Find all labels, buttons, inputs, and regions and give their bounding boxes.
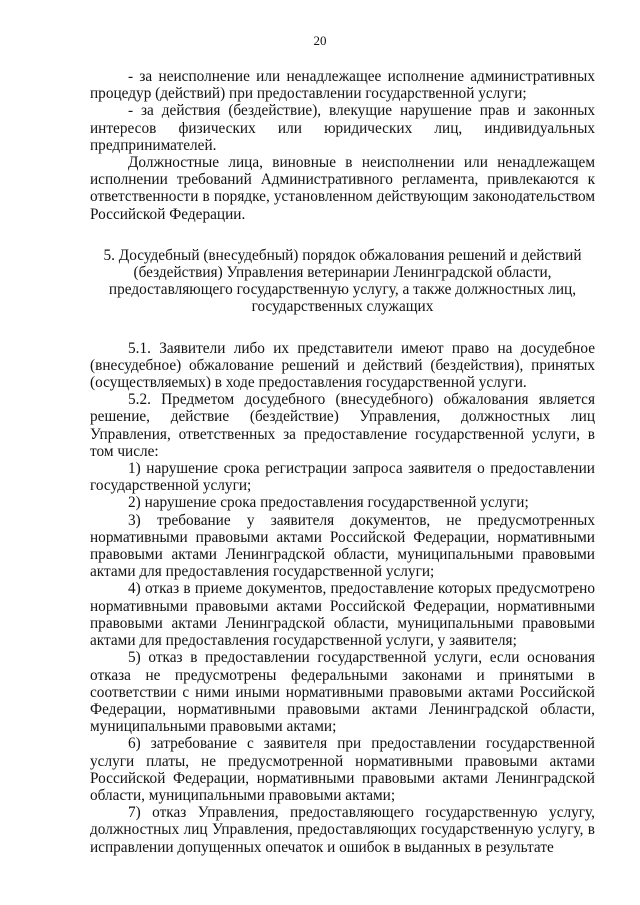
document-body — [90, 68, 595, 856]
paragraph-liability-rights: - за действия (бездействие), влекущие нарушение прав и законных интересов физических или юридических лиц, индивидуальных предпринимателей. — [90, 102, 595, 154]
section-heading-line: предоставляющего государственную услугу, а также должностных лиц, — [108, 281, 577, 299]
list-item-5: 5) отказ в предоставлении государственной услуги, если основания отказа не предусмотрены федеральными законами и принятыми в соответствии с ними иными нормативными правовыми актами Российской Федерации, нормативными правовыми актами Ленинградской области, муниципальными правовыми актами; — [90, 649, 595, 736]
list-item-1: 1) нарушение срока регистрации запроса заявителя о предоставлении государственной услуги; — [90, 460, 595, 495]
list-item-7: 7) отказ Управления, предоставляющего государственную услугу, должностных лиц Управления, предоставляющих государственную услугу, в исправлении допущенных опечаток и ошибок в выданных в результате — [90, 804, 595, 856]
paragraph-officials-liability: Должностные лица, виновные в неисполнении или ненадлежащем исполнении требований Административного регламента, привлекаются к ответственности в порядке, установленном действующим законодательством Российской Федерации. — [90, 154, 595, 223]
paragraph-liability-procedures: - за неисполнение или ненадлежащее исполнение административных процедур (действий) при предоставлении государственной услуги; — [90, 68, 595, 103]
paragraph-5-2: 5.2. Предметом досудебного (внесудебного) обжалования является решение, действие (бездействие) Управления, должностных лиц Управления, ответственных за предоставление государственной услуги, в том числе: — [90, 391, 595, 460]
paragraph-5-1: 5.1. Заявители либо их представители имеют право на досудебное (внесудебное) обжалование решений и действий (бездействия), принятых (осуществляемых) в ходе предоставления государственной услуги. — [90, 339, 595, 392]
list-item-3: 3) требование у заявителя документов, не предусмотренных нормативными правовыми актами Российской Федерации, нормативными правовыми актами Ленинградской области, муниципальными правовыми актами для предоставления государственной услуги; — [90, 511, 595, 581]
section-heading — [90, 247, 595, 316]
page-number: 20 — [313, 33, 327, 48]
list-item-6: 6) затребование с заявителя при предоставлении государственной услуги платы, не предусмотренной нормативными правовыми актами Российской Федерации, нормативными правовыми актами Ленинградской области, муниципальными правовыми актами; — [90, 735, 595, 804]
section-heading-line: 5. Досудебный (внесудебный) порядок обжалования решений и действий — [103, 246, 582, 264]
section-heading-line: государственных служащих — [251, 298, 434, 316]
list-item-4: 4) отказ в приеме документов, предоставление которых предусмотрено нормативными правовыми актами Российской Федерации, нормативными правовыми актами Ленинградской области, муниципальными правовыми актами для предоставления государственной услуги, у заявителя; — [90, 580, 595, 650]
list-item-2: 2) нарушение срока предоставления государственной услуги; — [128, 494, 529, 512]
section-heading-line: (бездействия) Управления ветеринарии Ленинградской области, — [133, 264, 552, 282]
